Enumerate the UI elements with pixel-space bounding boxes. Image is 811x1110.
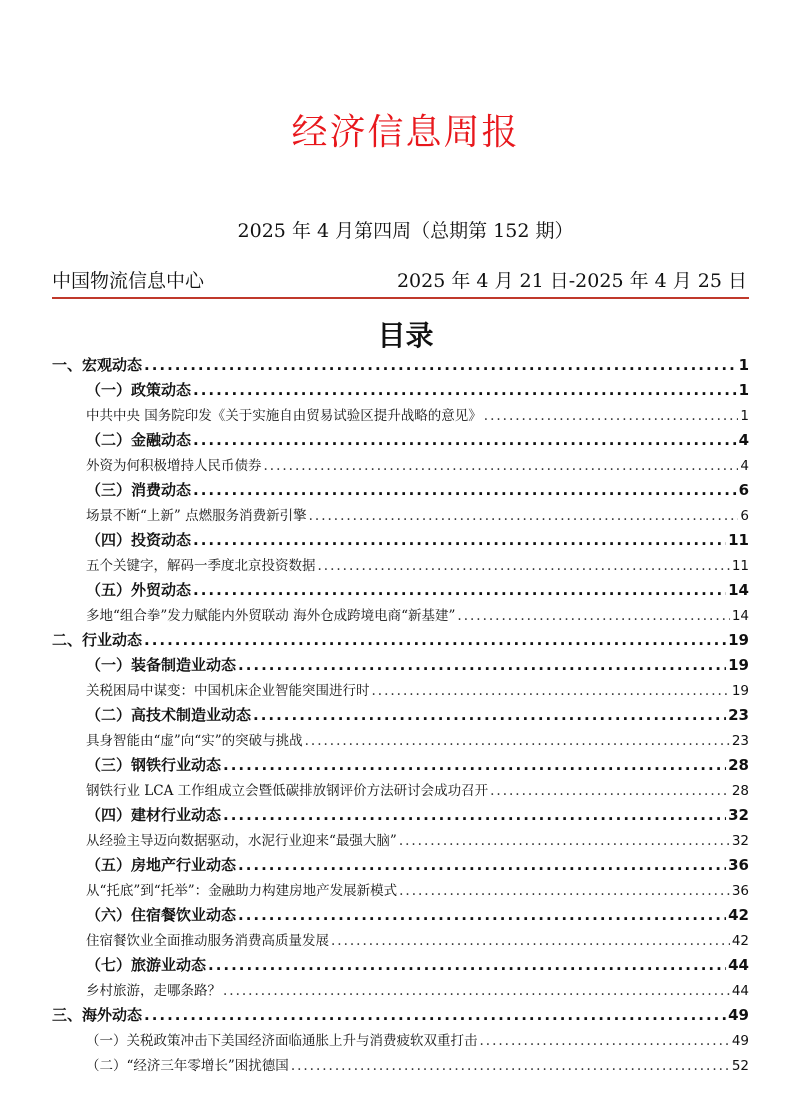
toc-entry-page: 19 bbox=[728, 656, 749, 674]
toc-entry-label: （二）“经济三年零增长”困扰德国 bbox=[86, 1058, 289, 1074]
header-divider bbox=[52, 297, 749, 299]
date-range: 2025 年 4 月 21 日-2025 年 4 月 25 日 bbox=[396, 270, 747, 292]
toc-dot-leader bbox=[144, 356, 737, 374]
toc-entry-page: 6 bbox=[738, 481, 749, 499]
toc-dot-leader bbox=[264, 458, 739, 474]
toc-entry-label: （五）外贸动态 bbox=[86, 581, 192, 599]
toc-entry-label: （一）政策动态 bbox=[86, 381, 192, 399]
toc-dot-leader bbox=[484, 408, 739, 424]
toc-dot-leader bbox=[309, 508, 739, 524]
toc-entry-page: 42 bbox=[731, 933, 749, 949]
toc-entry-page: 4 bbox=[740, 458, 749, 474]
toc-entry-label: （五）房地产行业动态 bbox=[86, 856, 237, 874]
toc-entry-label: 具身智能由“虚”向“实”的突破与挑战 bbox=[86, 733, 303, 749]
table-of-contents bbox=[52, 354, 749, 1079]
toc-entry-label: （一）装备制造业动态 bbox=[86, 656, 237, 674]
toc-entry[interactable] bbox=[52, 404, 749, 429]
toc-entry-label: （四）建材行业动态 bbox=[86, 806, 222, 824]
toc-dot-leader bbox=[372, 683, 730, 699]
toc-entry-page: 42 bbox=[728, 906, 749, 924]
toc-entry-label: （七）旅游业动态 bbox=[86, 956, 207, 974]
toc-dot-leader bbox=[331, 933, 730, 949]
report-title: 经济信息周报 bbox=[291, 112, 520, 153]
organization-name: 中国物流信息中心 bbox=[52, 270, 205, 292]
toc-dot-leader bbox=[193, 481, 737, 499]
toc-entry-label: （二）高技术制造业动态 bbox=[86, 706, 252, 724]
toc-entry-page: 19 bbox=[728, 631, 749, 649]
toc-entry-page: 49 bbox=[731, 1033, 749, 1049]
toc-entry[interactable] bbox=[52, 529, 749, 554]
toc-entry-label: （三）钢铁行业动态 bbox=[86, 756, 222, 774]
toc-entry[interactable] bbox=[52, 929, 749, 954]
toc-entry-page: 1 bbox=[740, 408, 749, 424]
toc-entry-page: 4 bbox=[738, 431, 749, 449]
toc-entry-page: 11 bbox=[728, 531, 749, 549]
toc-entry[interactable] bbox=[52, 804, 749, 829]
toc-entry-page: 14 bbox=[728, 581, 749, 599]
toc-entry[interactable] bbox=[52, 454, 749, 479]
toc-entry-page: 23 bbox=[731, 733, 749, 749]
toc-dot-leader bbox=[238, 856, 726, 874]
toc-entry[interactable] bbox=[52, 779, 749, 804]
toc-dot-leader bbox=[193, 531, 726, 549]
toc-entry[interactable] bbox=[52, 604, 749, 629]
toc-entry-page: 19 bbox=[731, 683, 749, 699]
toc-entry-page: 49 bbox=[728, 1006, 749, 1024]
toc-entry-label: 五个关键字，解码一季度北京投资数据 bbox=[86, 558, 316, 574]
toc-entry-label: （六）住宿餐饮业动态 bbox=[86, 906, 237, 924]
toc-entry[interactable] bbox=[52, 1029, 749, 1054]
toc-entry[interactable] bbox=[52, 504, 749, 529]
toc-entry[interactable] bbox=[52, 379, 749, 404]
toc-entry[interactable] bbox=[52, 679, 749, 704]
toc-entry-page: 1 bbox=[738, 356, 749, 374]
toc-entry[interactable] bbox=[52, 754, 749, 779]
toc-entry[interactable] bbox=[52, 904, 749, 929]
toc-entry-page: 32 bbox=[731, 833, 749, 849]
toc-dot-leader bbox=[253, 706, 726, 724]
toc-dot-leader bbox=[318, 558, 730, 574]
toc-entry-label: 从“托底”到“托举”：金融助力构建房地产发展新模式 bbox=[86, 883, 398, 899]
toc-dot-leader bbox=[457, 608, 729, 624]
toc-heading: 目录 bbox=[377, 319, 434, 352]
toc-dot-leader bbox=[305, 733, 730, 749]
toc-entry-page: 23 bbox=[728, 706, 749, 724]
toc-entry[interactable] bbox=[52, 954, 749, 979]
toc-entry-page: 28 bbox=[731, 783, 749, 799]
toc-entry-page: 44 bbox=[731, 983, 749, 999]
toc-entry-label: 二、行业动态 bbox=[52, 631, 143, 649]
toc-entry[interactable] bbox=[52, 579, 749, 604]
toc-entry-page: 52 bbox=[731, 1058, 749, 1074]
toc-entry-label: 外资为何积极增持人民币债券 bbox=[86, 458, 262, 474]
toc-entry[interactable] bbox=[52, 429, 749, 454]
toc-entry[interactable] bbox=[52, 854, 749, 879]
toc-entry-label: 乡村旅游，走哪条路？ bbox=[86, 983, 221, 999]
toc-dot-leader bbox=[208, 956, 726, 974]
toc-dot-leader bbox=[490, 783, 730, 799]
toc-entry-page: 32 bbox=[728, 806, 749, 824]
toc-entry[interactable] bbox=[52, 479, 749, 504]
toc-entry[interactable] bbox=[52, 629, 749, 654]
toc-dot-leader bbox=[399, 833, 730, 849]
toc-entry[interactable] bbox=[52, 829, 749, 854]
toc-entry-page: 28 bbox=[728, 756, 749, 774]
toc-entry-page: 1 bbox=[738, 381, 749, 399]
toc-entry-page: 44 bbox=[728, 956, 749, 974]
toc-entry[interactable] bbox=[52, 1054, 749, 1079]
toc-dot-leader bbox=[193, 381, 737, 399]
toc-dot-leader bbox=[238, 656, 726, 674]
toc-entry-label: 从经验主导迈向数据驱动，水泥行业迎来“最强大脑” bbox=[86, 833, 397, 849]
toc-entry[interactable] bbox=[52, 554, 749, 579]
toc-dot-leader bbox=[193, 431, 737, 449]
toc-dot-leader bbox=[291, 1058, 730, 1074]
toc-dot-leader bbox=[480, 1033, 730, 1049]
toc-entry-label: 三、海外动态 bbox=[52, 1006, 143, 1024]
toc-entry[interactable] bbox=[52, 1004, 749, 1029]
toc-entry-label: 一、宏观动态 bbox=[52, 356, 143, 374]
toc-dot-leader bbox=[193, 581, 726, 599]
toc-entry-page: 36 bbox=[731, 883, 749, 899]
toc-entry-label: 钢铁行业 LCA 工作组成立会暨低碳排放钢评价方法研讨会成功召开 bbox=[86, 783, 489, 799]
toc-entry-label: 住宿餐饮业全面推动服务消费高质量发展 bbox=[86, 933, 329, 949]
toc-entry-label: 关税困局中谋变：中国机床企业智能突围进行时 bbox=[86, 683, 370, 699]
toc-entry-label: （四）投资动态 bbox=[86, 531, 192, 549]
issue-line: 2025 年 4 月第四周（总期第 152 期） bbox=[237, 220, 574, 242]
toc-entry[interactable] bbox=[52, 704, 749, 729]
toc-dot-leader bbox=[144, 631, 726, 649]
toc-entry[interactable] bbox=[52, 979, 749, 1004]
toc-entry-page: 11 bbox=[731, 558, 749, 574]
toc-entry-label: （三）消费动态 bbox=[86, 481, 192, 499]
toc-entry[interactable] bbox=[52, 879, 749, 904]
toc-entry-page: 36 bbox=[728, 856, 749, 874]
toc-entry-page: 14 bbox=[731, 608, 749, 624]
toc-entry[interactable] bbox=[52, 354, 749, 379]
toc-dot-leader bbox=[144, 1006, 726, 1024]
toc-entry-label: 中共中央 国务院印发《关于实施自由贸易试验区提升战略的意见》 bbox=[86, 408, 482, 424]
toc-entry-label: （一）关税政策冲击下美国经济面临通胀上升与消费疲软双重打击 bbox=[86, 1033, 478, 1049]
toc-entry-label: （二）金融动态 bbox=[86, 431, 192, 449]
toc-dot-leader bbox=[223, 756, 726, 774]
toc-entry-label: 场景不断“上新” 点燃服务消费新引擎 bbox=[86, 508, 307, 524]
toc-entry[interactable] bbox=[52, 654, 749, 679]
toc-dot-leader bbox=[399, 883, 730, 899]
toc-dot-leader bbox=[223, 806, 726, 824]
toc-entry-label: 多地“组合拳”发力赋能内外贸联动 海外仓成跨境电商“新基建” bbox=[86, 608, 456, 624]
toc-dot-leader bbox=[223, 983, 730, 999]
toc-entry-page: 6 bbox=[740, 508, 749, 524]
toc-dot-leader bbox=[238, 906, 726, 924]
toc-entry[interactable] bbox=[52, 729, 749, 754]
